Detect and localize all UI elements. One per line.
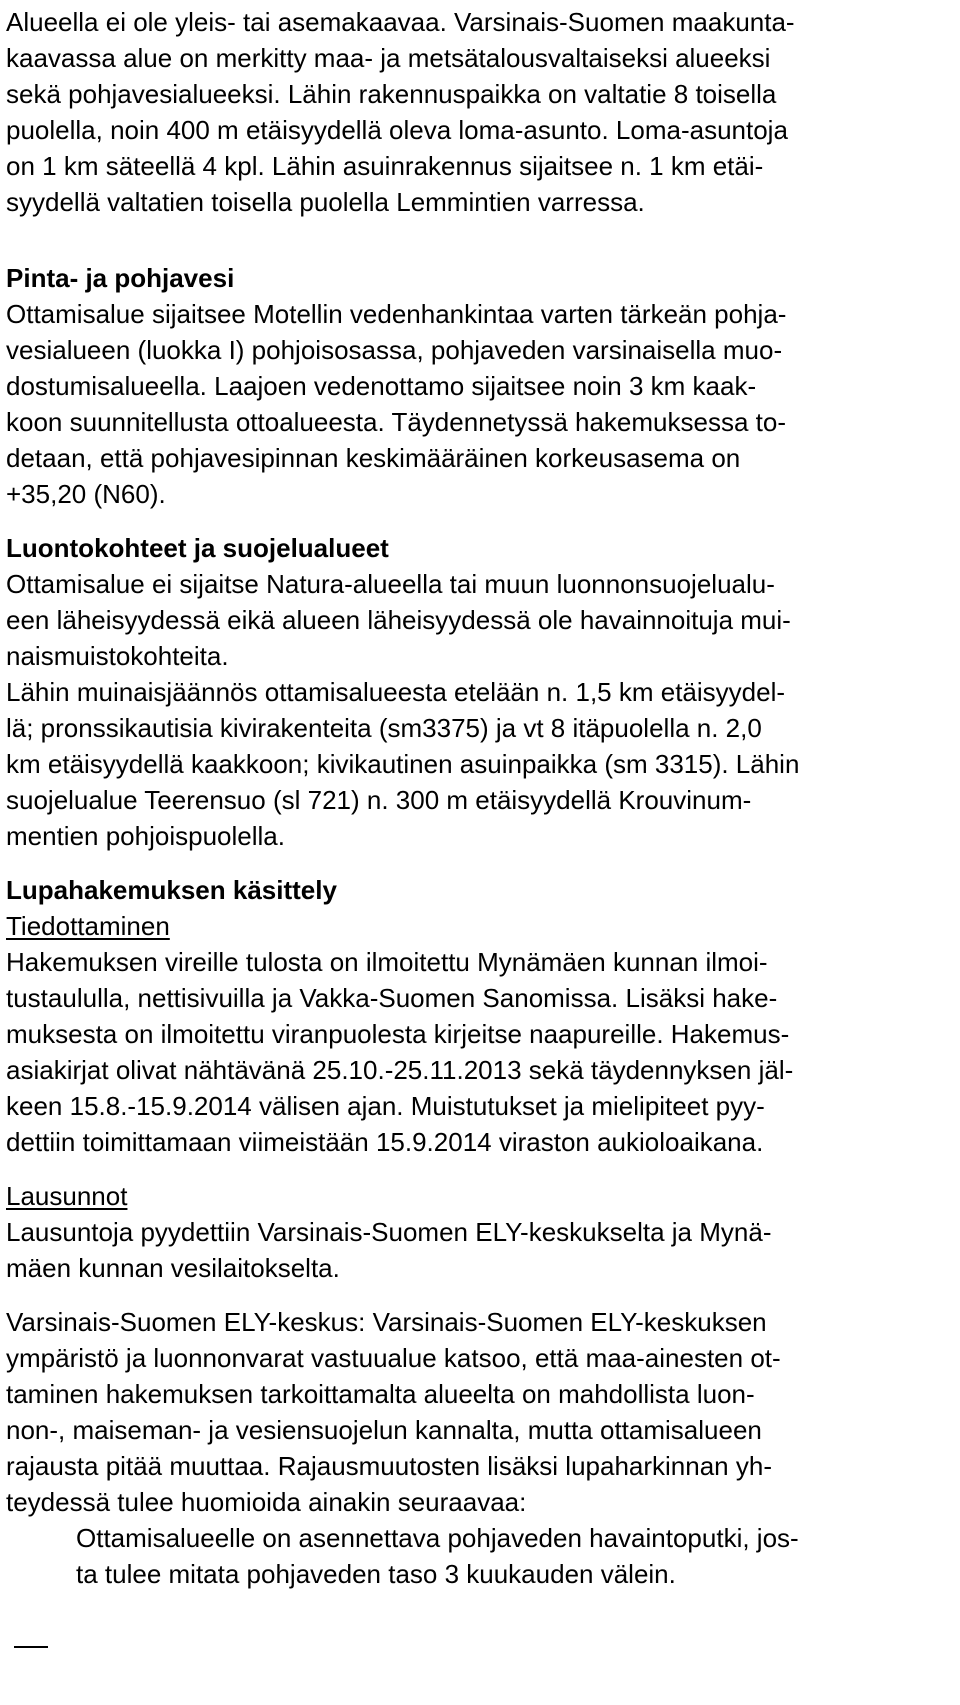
- text-line: asiakirjat olivat nähtävänä 25.10.-25.11.2013 sekä täydennyksen jäl-: [6, 1055, 794, 1085]
- section-heading: Luontokohteet ja suojelualueet: [6, 533, 389, 563]
- text-line: puolella, noin 400 m etäisyydellä oleva loma-asunto. Loma-asuntoja: [6, 115, 788, 145]
- text-line: ta tulee mitata pohjaveden taso 3 kuukauden välein.: [76, 1559, 676, 1589]
- text-line: +35,20 (N60).: [6, 479, 166, 509]
- text-line: dettiin toimittamaan viimeistään 15.9.2014 viraston aukioloaikana.: [6, 1127, 764, 1157]
- text-line: Ottamisalue ei sijaitse Natura-alueella tai muun luonnonsuojelualu-: [6, 569, 775, 599]
- list-dash-marker: [14, 1646, 48, 1648]
- text-line: mentien pohjoispuolella.: [6, 821, 285, 851]
- text-line: rajausta pitää muuttaa. Rajausmuutosten lisäksi lupaharkinnan yh-: [6, 1451, 772, 1481]
- text-line: on 1 km säteellä 4 kpl. Lähin asuinrakennus sijaitsee n. 1 km etäi-: [6, 151, 764, 181]
- text-line: keen 15.8.-15.9.2014 välisen ajan. Muistutukset ja mielipiteet pyy-: [6, 1091, 765, 1121]
- subsection-heading: Tiedottaminen: [6, 911, 170, 941]
- text-line: koon suunnitellusta ottoalueesta. Täydennetyssä hakemuksessa to-: [6, 407, 786, 437]
- text-line: tustaululla, nettisivuilla ja Vakka-Suomen Sanomissa. Lisäksi hake-: [6, 983, 778, 1013]
- text-line: suojelualue Teerensuo (sl 721) n. 300 m etäisyydellä Krouvinum-: [6, 785, 752, 815]
- text-line: taminen hakemuksen tarkoittamalta alueelta on mahdollista luon-: [6, 1379, 755, 1409]
- text-line: Ottamisalue sijaitsee Motellin vedenhankintaa varten tärkeän pohja-: [6, 299, 787, 329]
- text-line: een läheisyydessä eikä alueen läheisyydessä ole havainnoituja mui-: [6, 605, 791, 635]
- text-line: Alueella ei ole yleis- tai asemakaavaa. Varsinais-Suomen maakunta-: [6, 7, 795, 37]
- text-line: syydellä valtatien toisella puolella Lemmintien varressa.: [6, 187, 645, 217]
- text-line: mäen kunnan vesilaitokselta.: [6, 1253, 340, 1283]
- text-line: Varsinais-Suomen ELY-keskus: Varsinais-Suomen ELY-keskuksen: [6, 1307, 767, 1337]
- text-line: kaavassa alue on merkitty maa- ja metsätalousvaltaiseksi alueeksi: [6, 43, 771, 73]
- section-heading: Lupahakemuksen käsittely: [6, 875, 337, 905]
- text-line: dostumisalueella. Laajoen vedenottamo sijaitsee noin 3 km kaak-: [6, 371, 757, 401]
- text-line: Lähin muinaisjäännös ottamisalueesta etelään n. 1,5 km etäisyydel-: [6, 677, 786, 707]
- text-line: Hakemuksen vireille tulosta on ilmoitettu Mynämäen kunnan ilmoi-: [6, 947, 768, 977]
- subsection-heading: Lausunnot: [6, 1181, 128, 1211]
- text-line: naismuistokohteita.: [6, 641, 229, 671]
- text-line: muksesta on ilmoitettu viranpuolesta kirjeitse naapureille. Hakemus-: [6, 1019, 790, 1049]
- text-line: non-, maiseman- ja vesiensuojelun kannalta, mutta ottamisalueen: [6, 1415, 762, 1445]
- text-line: vesialueen (luokka I) pohjoisosassa, pohjaveden varsinaisella muo-: [6, 335, 783, 365]
- text-line: Ottamisalueelle on asennettava pohjaveden havaintoputki, jos-: [76, 1523, 799, 1553]
- text-line: ympäristö ja luonnonvarat vastuualue katsoo, että maa-ainesten ot-: [6, 1343, 781, 1373]
- text-line: teydessä tulee huomioida ainakin seuraavaa:: [6, 1487, 527, 1517]
- section-heading: Pinta- ja pohjavesi: [6, 263, 235, 293]
- text-line: km etäisyydellä kaakkoon; kivikautinen asuinpaikka (sm 3315). Lähin: [6, 749, 800, 779]
- text-line: lä; pronssikautisia kivirakenteita (sm3375) ja vt 8 itäpuolella n. 2,0: [6, 713, 762, 743]
- text-line: detaan, että pohjavesipinnan keskimääräinen korkeusasema on: [6, 443, 741, 473]
- text-line: Lausuntoja pyydettiin Varsinais-Suomen ELY-keskukselta ja Mynä-: [6, 1217, 772, 1247]
- text-line: sekä pohjavesialueeksi. Lähin rakennuspaikka on valtatie 8 toisella: [6, 79, 777, 109]
